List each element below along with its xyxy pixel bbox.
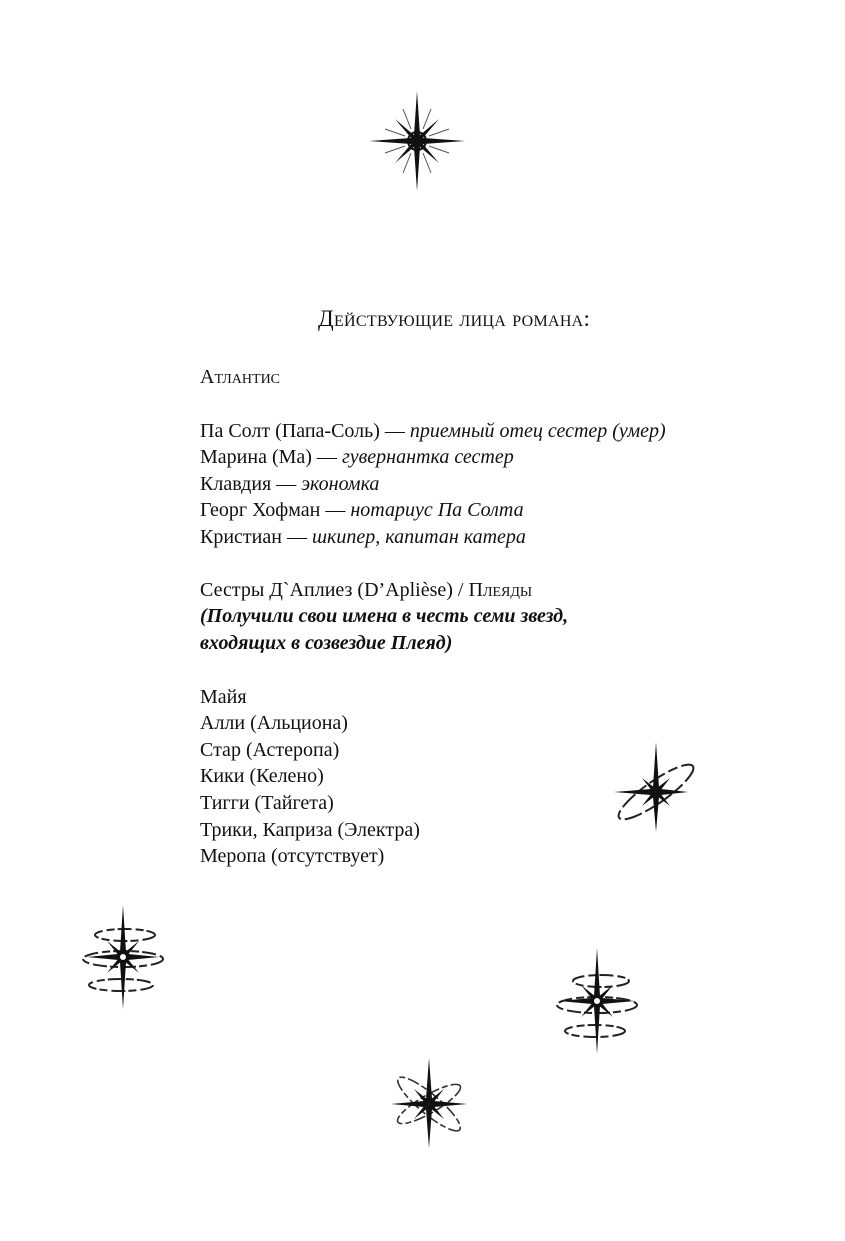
orbit-star-icon — [384, 1056, 474, 1152]
character-role: шкипер, капитан катера — [311, 526, 526, 548]
orbit-star-icon — [552, 946, 642, 1056]
character-name: Па Солт (Папа-Соль) — — [200, 420, 410, 442]
section-heading-sisters — [200, 577, 532, 603]
sisters-note-line: входящих в созвездие Плеяд) — [200, 632, 453, 654]
character-role: экономка — [301, 473, 380, 495]
sister-name: Стар (Астеропа) — [200, 739, 340, 761]
compass-star-icon — [365, 88, 469, 194]
section-heading-atlantis: Атлантис — [200, 366, 281, 388]
character-entry — [200, 471, 379, 497]
page-title: Действующие лица романа: — [318, 306, 591, 331]
orbit-star-icon — [78, 903, 168, 1011]
sister-name: Кики (Келено) — [200, 765, 324, 787]
character-entry — [200, 524, 526, 550]
orbit-star-icon — [606, 740, 706, 844]
sister-name: Майя — [200, 686, 247, 708]
character-name: Клавдия — — [200, 473, 302, 495]
character-role: нотариус Па Солта — [350, 499, 524, 521]
character-entry — [200, 444, 514, 470]
character-role: приемный отец сестер (умер) — [409, 420, 666, 442]
sisters-note-line: (Получили свои имена в честь семи звезд, — [200, 605, 569, 627]
character-role: гувернантка сестер — [341, 446, 514, 468]
sister-name: Тигги (Тайгета) — [200, 792, 334, 814]
character-name: Кристиан — — [200, 526, 312, 548]
sister-name: Меропа (отсутствует) — [200, 845, 385, 867]
sisters-heading-pleiades: Плеяды — [468, 579, 533, 601]
character-entry — [200, 497, 524, 523]
character-name: Марина (Ма) — — [200, 446, 342, 468]
sisters-heading-text: Сестры Д`Аплиез (D’Aplièse) / — [200, 579, 469, 601]
sister-name: Алли (Альциона) — [200, 712, 348, 734]
sister-name: Трики, Каприза (Электра) — [200, 819, 420, 841]
character-name: Георг Хофман — — [200, 499, 351, 521]
character-entry — [200, 418, 666, 444]
